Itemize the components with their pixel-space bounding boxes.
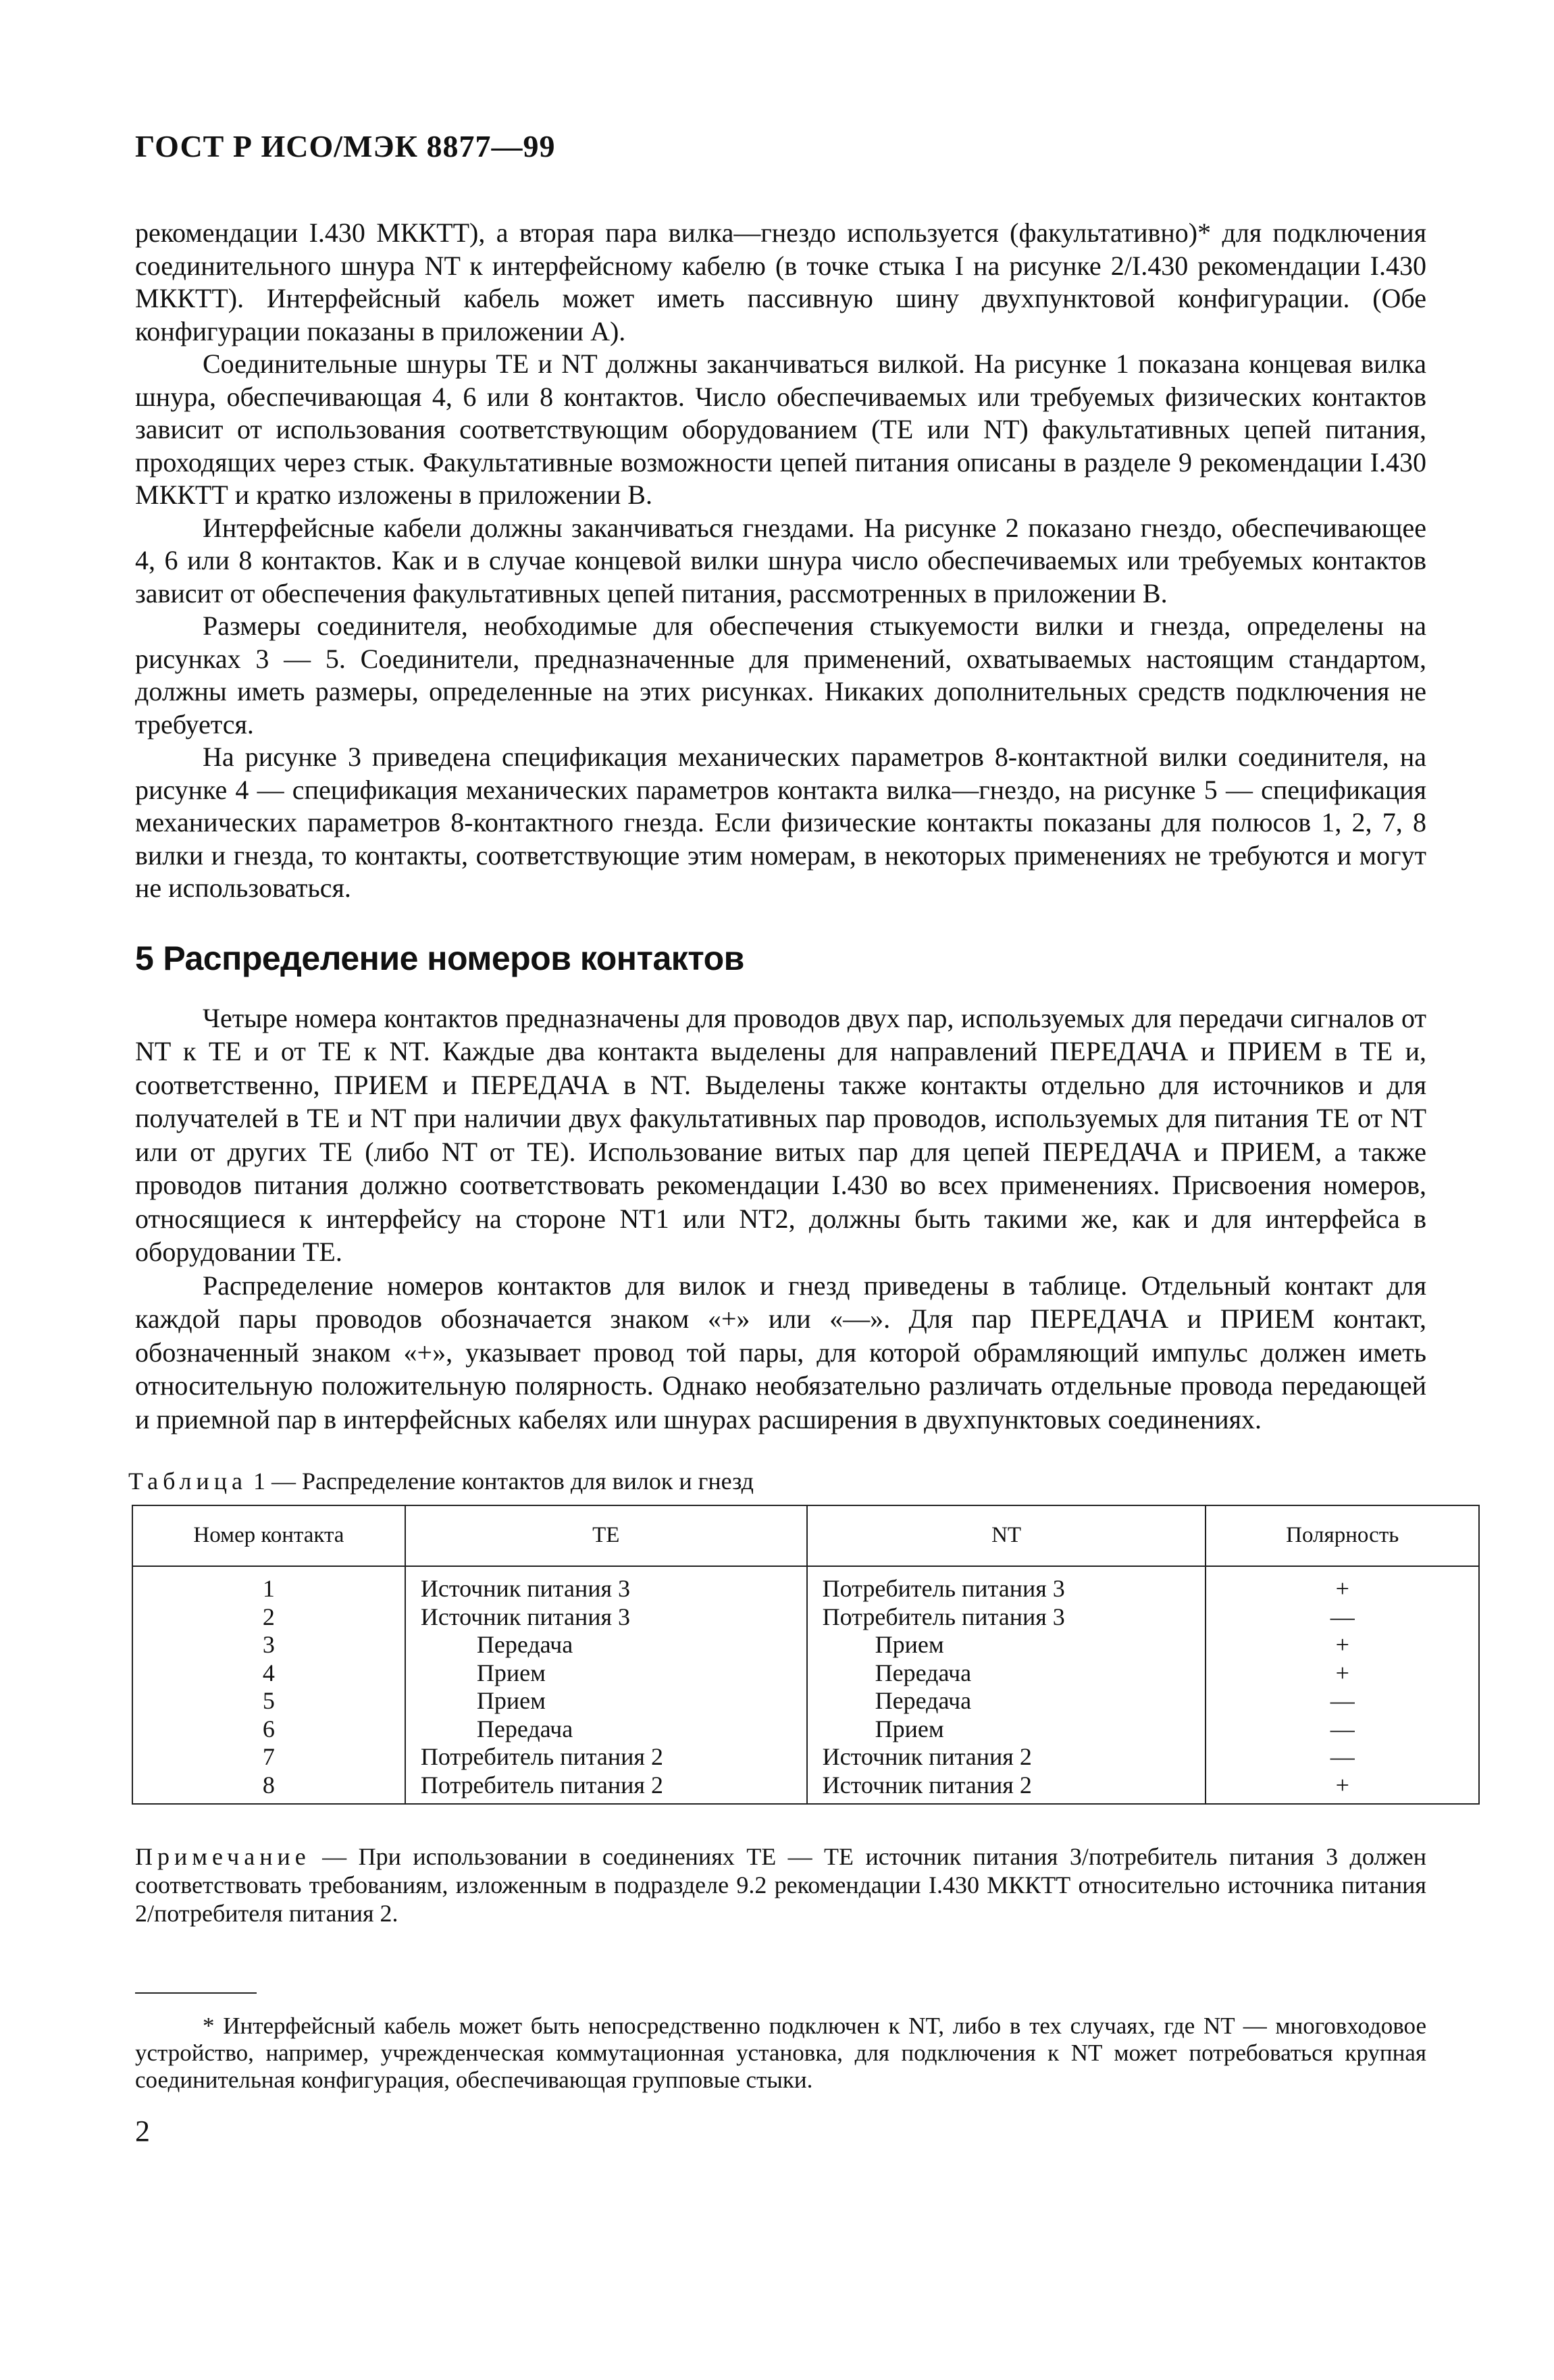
section-text <box>135 1002 1426 1437</box>
header-contact-number: Номер контакта <box>132 1505 405 1566</box>
contacts-table <box>132 1505 1480 1805</box>
table-row <box>132 1687 1479 1715</box>
note-text: — При использовании в соединениях ТЕ — ТЕ источник питания 3/потребитель питания 3 должен соответствовать требованиям, изложенным в подразделе 9.2 рекомендации I.430 МККТТ относительно источника питания 2/потребителя питания 2. <box>135 1843 1426 1927</box>
cell-nt: Прием <box>875 1631 944 1658</box>
document-header: ГОСТ Р ИСО/МЭК 8877—99 <box>135 129 556 163</box>
cell-number: 4 <box>132 1659 405 1688</box>
section-number: 5 <box>135 939 154 977</box>
cell-te: Передача <box>476 1715 573 1742</box>
cell-number: 8 <box>132 1771 405 1805</box>
note-label: Примечание <box>135 1843 311 1870</box>
cell-number: 2 <box>132 1603 405 1632</box>
table-caption <box>128 1467 1426 1495</box>
paragraph: На рисунке 3 приведена спецификация механических параметров 8-контактной вилки соединителя, на рисунке 4 — спецификация механических параметров контакта вилка—гнездо, на рисунке 5 — спецификация механических параметров 8-контактного гнезда. Если физические контакты показаны для полюсов 1, 2, 7, 8 вилки и гнезда, то контакты, соответствующие этим номерам, в некоторых применениях не требуются и могут не использоваться. <box>135 742 1426 903</box>
paragraph: Распределение номеров контактов для вилок и гнезд приведены в таблице. Отдельный контакт для каждой пары проводов обозначается знаком «+» или «—». Для пар ПЕРЕДАЧА и ПРИЕМ контакт, обозначенный знаком «+», указывает провод той пары, для которой обрамляющий импульс должен иметь относительную положительную полярность. Однако необязательно различать отдельные провода передающей и приемной пар в интерфейсных кабелях или шнурах расширения в двухпунктовых соединениях. <box>135 1270 1426 1434</box>
cell-polarity: + <box>1206 1659 1479 1688</box>
cell-number: 5 <box>132 1687 405 1715</box>
table-caption-text: 1 — Распределение контактов для вилок и гнезд <box>247 1468 754 1495</box>
cell-polarity: — <box>1206 1715 1479 1744</box>
header-polarity: Полярность <box>1206 1505 1479 1566</box>
cell-number: 7 <box>132 1743 405 1771</box>
cell-polarity: + <box>1206 1566 1479 1603</box>
cell-polarity: — <box>1206 1743 1479 1771</box>
document-page <box>128 128 1426 2148</box>
footnote-divider <box>135 1992 257 1994</box>
cell-te: Прием <box>476 1687 546 1714</box>
cell-polarity: + <box>1206 1771 1479 1805</box>
cell-nt: Потребитель питания 3 <box>822 1603 1065 1630</box>
table-caption-label: Таблица <box>128 1468 247 1495</box>
cell-nt: Источник питания 2 <box>822 1771 1032 1799</box>
table-row <box>132 1715 1479 1744</box>
cell-te: Потребитель питания 2 <box>420 1771 663 1799</box>
cell-nt: Потребитель питания 3 <box>822 1575 1065 1602</box>
page-number: 2 <box>135 2115 150 2148</box>
cell-polarity: — <box>1206 1603 1479 1632</box>
cell-te: Прием <box>476 1659 546 1686</box>
cell-nt: Прием <box>875 1715 944 1742</box>
table-row <box>132 1566 1479 1603</box>
paragraph: рекомендации I.430 МККТТ), а вторая пара вилка—гнездо используется (факультативно)* для подключения соединительного шнура NT к интерфейсному кабелю (в точке стыка I на рисунке 2/I.430 рекомендации I.430 МККТТ). Интерфейсный кабель может иметь пассивную шину двухпунктовой конфигурации. (Обе конфигурации показаны в приложении А). <box>135 217 1426 346</box>
cell-number: 3 <box>132 1631 405 1659</box>
cell-nt: Источник питания 2 <box>822 1743 1032 1770</box>
table-header-row <box>132 1505 1479 1566</box>
table-row <box>132 1659 1479 1688</box>
cell-te: Передача <box>476 1631 573 1658</box>
cell-polarity: — <box>1206 1687 1479 1715</box>
paragraph: Четыре номера контактов предназначены для проводов двух пар, используемых для передачи сигналов от NT к ТЕ и от ТЕ к NT. Каждые два контакта выделены для направлений ПЕРЕДАЧА и ПРИЕМ в ТЕ и, соответственно, ПРИЕМ и ПЕРЕДАЧА в NT. Выделены также контакты отдельно для источников и для получателей в ТЕ и NT при наличии двух факультативных пар проводов, используемых для питания ТЕ от NT или от других ТЕ (либо NT от ТЕ). Использование витых пар для цепей ПЕРЕДАЧА и ПРИЕМ, а также проводов питания должно соответствовать рекомендации I.430 во всех применениях. Присвоения номеров, относящиеся к интерфейсу на стороне NT1 или NT2, должны быть такими же, как и для интерфейса в оборудовании ТЕ. <box>135 1002 1426 1267</box>
cell-te: Источник питания 3 <box>420 1575 631 1602</box>
intro-text <box>135 217 1426 905</box>
footnote: * Интерфейсный кабель может быть непосредственно подключен к NT, либо в тех случаях, где NT — многовходовое устройство, например, учрежденческая коммутационная установка, для подключения к NT может потребоваться крупная соединительная конфигурация, обеспечивающая групповые стыки. <box>135 2013 1426 2093</box>
table-note <box>135 1842 1426 1928</box>
cell-number: 1 <box>132 1566 405 1603</box>
section-title: Распределение номеров контактов <box>163 939 744 977</box>
header-nt: NT <box>807 1505 1206 1566</box>
table-row <box>132 1603 1479 1632</box>
header-te: ТЕ <box>405 1505 807 1566</box>
paragraph: Соединительные шнуры ТЕ и NT должны заканчиваться вилкой. На рисунке 1 показана концевая вилка шнура, обеспечивающая 4, 6 или 8 контактов. Число обеспечиваемых или требуемых физических контактов зависит от использования соответствующим оборудованием (ТЕ или NT) факультативных цепей питания, проходящих через стык. Факультативные возможности цепей питания описаны в разделе 9 рекомендации I.430 МККТТ и кратко изложены в приложении В. <box>135 348 1426 510</box>
cell-nt: Передача <box>875 1659 972 1686</box>
paragraph: Интерфейсные кабели должны заканчиваться гнездами. На рисунке 2 показано гнездо, обеспечивающее 4, 6 или 8 контактов. Как и в случае концевой вилки шнура число обеспечиваемых или требуемых контактов зависит от обеспечения факультативных цепей питания, рассмотренных в приложении В. <box>135 512 1426 609</box>
cell-te: Источник питания 3 <box>420 1603 631 1630</box>
cell-number: 6 <box>132 1715 405 1744</box>
paragraph: Размеры соединителя, необходимые для обеспечения стыкуемости вилки и гнезда, определены на рисунках 3 — 5. Соединители, предназначенные для применений, охватываемых настоящим стандартом, должны иметь размеры, определенные на этих рисунках. Никаких дополнительных средств подключения не требуется. <box>135 611 1426 740</box>
table-row <box>132 1771 1479 1805</box>
table-row <box>132 1743 1479 1771</box>
table-row <box>132 1631 1479 1659</box>
cell-te: Потребитель питания 2 <box>420 1743 663 1770</box>
cell-nt: Передача <box>875 1687 972 1714</box>
cell-polarity: + <box>1206 1631 1479 1659</box>
section-heading <box>135 939 1426 978</box>
